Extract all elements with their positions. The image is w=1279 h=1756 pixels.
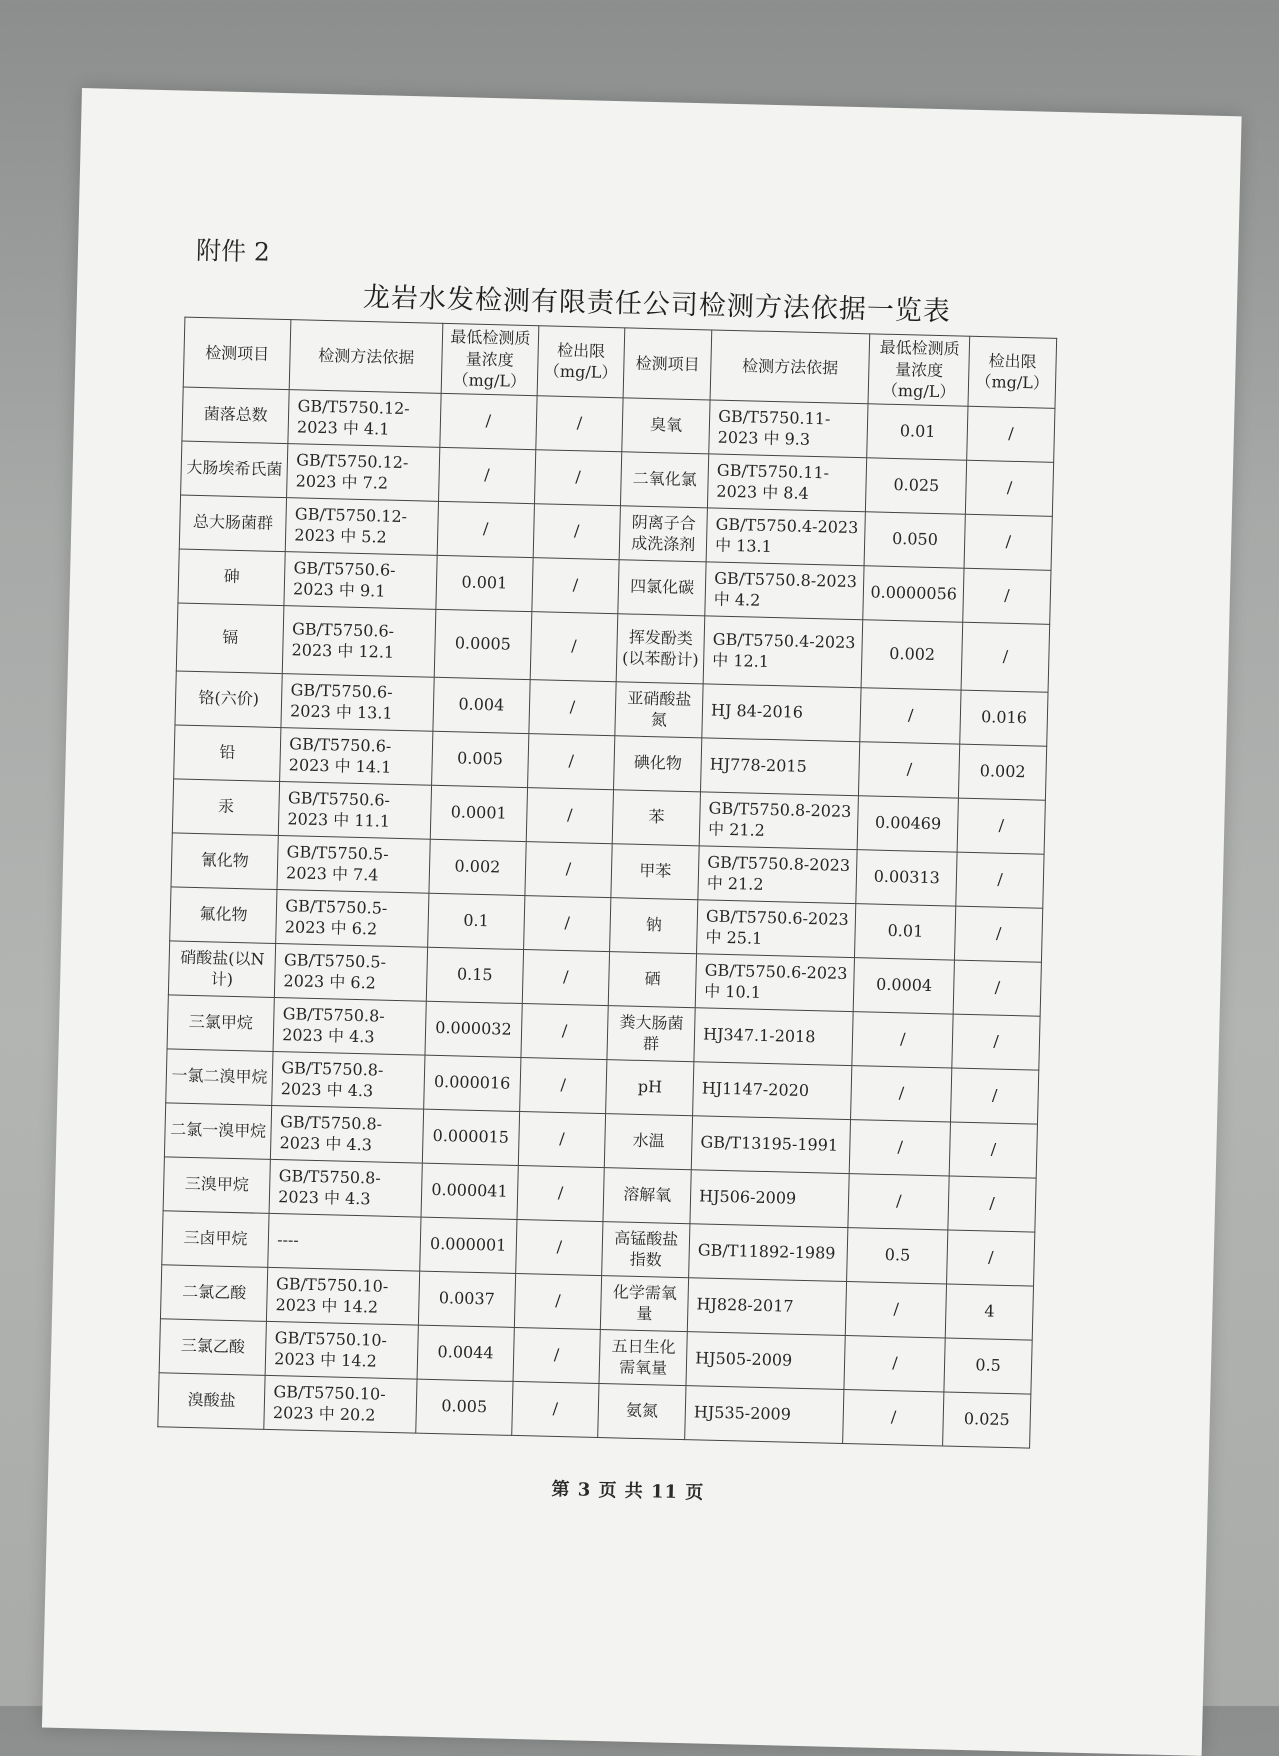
- table-cell: HJ 84-2016: [702, 684, 862, 742]
- table-cell: 溴酸盐: [158, 1373, 266, 1430]
- document-title: 龙岩水发检测有限责任公司检测方法依据一览表: [362, 281, 952, 328]
- table-cell: /: [859, 741, 960, 797]
- table-cell: 0.01: [855, 903, 956, 959]
- table-cell: GB/T5750.10-2023 中 20.2: [264, 1375, 417, 1433]
- attachment-label: 附件 2: [195, 235, 271, 267]
- table-cell: /: [848, 1173, 949, 1229]
- table-cell: /: [534, 449, 622, 505]
- table-cell: 0.002: [429, 839, 526, 895]
- table-cell: GB/T11892-1989: [689, 1223, 849, 1281]
- table-cell: 0.050: [864, 512, 965, 568]
- table-cell: GB/T5750.4-2023 中 13.1: [706, 508, 866, 566]
- table-cell: 总大肠菌群: [179, 495, 287, 552]
- table-cell: 硝酸盐(以N计): [168, 941, 276, 998]
- table-cell: HJ506-2009: [690, 1169, 850, 1227]
- table-cell: 0.0001: [430, 785, 527, 841]
- method-table: [157, 317, 1057, 1449]
- table-cell: GB/T5750.6-2023 中 14.1: [280, 727, 433, 785]
- table-cell: 大肠埃希氏菌: [181, 441, 289, 498]
- table-cell: GB/T5750.12-2023 中 7.2: [287, 443, 440, 501]
- table-cell: GB/T5750.5-2023 中 6.2: [276, 889, 429, 947]
- table-cell: 0.00313: [856, 849, 957, 905]
- table-cell: GB/T5750.8-2023 中 21.2: [698, 846, 858, 904]
- table-cell: /: [951, 1068, 1039, 1124]
- table-cell: /: [517, 1165, 605, 1221]
- table-cell: /: [947, 1230, 1035, 1286]
- table-cell: HJ1147-2020: [693, 1062, 853, 1120]
- table-cell: 0.5: [944, 1338, 1032, 1394]
- table-cell: GB/T5750.8-2023 中 4.3: [269, 1159, 422, 1217]
- table-cell: /: [948, 1176, 1036, 1232]
- table-cell: 0.000041: [421, 1163, 518, 1219]
- table-cell: /: [518, 1111, 606, 1167]
- table-cell: 一氯二溴甲烷: [166, 1049, 274, 1106]
- table-cell: GB/T5750.11-2023 中 9.3: [709, 400, 869, 458]
- table-cell: 粪大肠菌群: [607, 1005, 695, 1061]
- table-cell: GB/T5750.8-2023 中 4.3: [272, 1051, 425, 1109]
- table-cell: 4: [945, 1284, 1033, 1340]
- table-cell: GB/T5750.5-2023 中 6.2: [275, 943, 428, 1001]
- table-cell: 硒: [609, 951, 697, 1007]
- table-cell: 0.001: [436, 555, 533, 611]
- table-cell: 化学需氧量: [601, 1275, 689, 1331]
- table-cell: 0.025: [866, 458, 967, 514]
- header-cell: 检出限（mg/L）: [968, 336, 1056, 408]
- table-cell: /: [523, 895, 611, 951]
- table-cell: GB/T5750.6-2023 中 10.1: [695, 954, 855, 1012]
- table-cell: 0.002: [862, 620, 963, 690]
- table-cell: 苯: [613, 789, 701, 845]
- table-cell: GB/T5750.6-2023 中 13.1: [281, 673, 434, 731]
- header-cell: 检测项目: [623, 328, 711, 400]
- table-cell: GB/T5750.6-2023 中 9.1: [284, 551, 437, 609]
- table-cell: /: [957, 798, 1045, 854]
- table-cell: GB/T5750.6-2023 中 11.1: [279, 781, 432, 839]
- table-cell: 水温: [605, 1113, 693, 1169]
- header-cell: 检测项目: [183, 317, 291, 389]
- table-cell: 铅: [174, 725, 282, 782]
- table-cell: 三氯甲烷: [167, 995, 275, 1052]
- table-cell: 碘化物: [614, 736, 702, 792]
- table-cell: 高锰酸盐指数: [602, 1221, 690, 1277]
- table-cell: 甲苯: [611, 843, 699, 899]
- table-cell: /: [860, 688, 961, 744]
- table-cell: /: [844, 1335, 945, 1391]
- table-cell: GB/T5750.12-2023 中 5.2: [286, 497, 439, 555]
- table-cell: /: [524, 841, 612, 897]
- table-cell: 0.0044: [417, 1325, 514, 1381]
- table-body: [158, 387, 1055, 1448]
- table-cell: 0.016: [960, 690, 1048, 746]
- table-cell: /: [966, 460, 1054, 516]
- table-cell: 四氯化碳: [618, 560, 706, 616]
- table-cell: /: [955, 906, 1043, 962]
- table-cell: GB/T5750.6-2023 中 12.1: [283, 605, 436, 677]
- table-cell: 氰化物: [171, 833, 279, 890]
- table-cell: /: [437, 501, 534, 557]
- table-cell: 0.5: [847, 1227, 948, 1283]
- table-cell: 三氯乙酸: [159, 1319, 267, 1376]
- table-cell: 阴离子合成洗涤剂: [619, 506, 707, 562]
- table-cell: 挥发酚类(以苯酚计): [616, 614, 704, 684]
- table-cell: 二氧化氯: [621, 452, 709, 508]
- table-cell: 臭氧: [622, 398, 710, 454]
- table-cell: 0.0000056: [863, 566, 964, 622]
- table-cell: 0.01: [867, 404, 968, 460]
- page-number: 第 3 页 共 11 页: [551, 1478, 705, 1504]
- table-cell: 三溴甲烷: [163, 1157, 271, 1214]
- table-cell: 0.15: [426, 947, 523, 1003]
- table-cell: 二氯乙酸: [160, 1265, 268, 1322]
- table-cell: 0.000015: [422, 1109, 519, 1165]
- table-cell: /: [964, 514, 1052, 570]
- table-cell: /: [953, 960, 1041, 1016]
- table-cell: 五日生化需氧量: [599, 1329, 687, 1385]
- table-cell: 钠: [610, 897, 698, 953]
- table-cell: /: [535, 395, 623, 451]
- table-cell: /: [531, 557, 619, 613]
- table-cell: /: [949, 1122, 1037, 1178]
- table-cell: /: [851, 1065, 952, 1121]
- table-cell: /: [515, 1219, 603, 1275]
- table-cell: 0.0005: [434, 609, 531, 679]
- table-cell: 0.005: [432, 731, 529, 787]
- table-cell: /: [526, 787, 614, 843]
- table-cell: /: [519, 1057, 607, 1113]
- table-cell: GB/T5750.6-2023 中 25.1: [697, 900, 857, 958]
- table-cell: 氨氮: [598, 1383, 686, 1439]
- table-cell: 二氯一溴甲烷: [164, 1103, 272, 1160]
- table-cell: HJ828-2017: [687, 1277, 847, 1335]
- table-cell: /: [527, 733, 615, 789]
- table-cell: 三卤甲烷: [162, 1211, 270, 1268]
- table-cell: 0.000016: [424, 1055, 521, 1111]
- table-cell: 0.002: [959, 744, 1047, 800]
- table-cell: HJ535-2009: [685, 1385, 845, 1443]
- table-cell: 0.00469: [858, 795, 959, 851]
- table-cell: 0.0037: [418, 1271, 515, 1327]
- table-cell: /: [846, 1281, 947, 1337]
- table-cell: /: [952, 1014, 1040, 1070]
- table-cell: /: [956, 852, 1044, 908]
- table-cell: 0.000032: [425, 1001, 522, 1057]
- table-cell: GB/T5750.5-2023 中 7.4: [277, 835, 430, 893]
- table-cell: GB/T5750.8-2023 中 4.2: [705, 562, 865, 620]
- table-cell: 0.1: [428, 893, 525, 949]
- table-cell: 氟化物: [170, 887, 278, 944]
- table-cell: 汞: [172, 779, 280, 836]
- table-cell: GB/T5750.8-2023 中 4.3: [271, 1105, 424, 1163]
- table-cell: 0.005: [416, 1379, 513, 1435]
- table-cell: /: [530, 611, 618, 681]
- table-cell: /: [967, 406, 1055, 462]
- table-cell: HJ505-2009: [686, 1331, 846, 1389]
- table-cell: /: [850, 1119, 951, 1175]
- table-cell: /: [514, 1273, 602, 1329]
- table-cell: /: [533, 503, 621, 559]
- table-cell: 亚硝酸盐氮: [615, 682, 703, 738]
- table-cell: GB/T5750.10-2023 中 14.2: [265, 1321, 418, 1379]
- table-cell: 砷: [178, 549, 286, 606]
- header-cell: 最低检测质量浓度（mg/L）: [441, 323, 538, 395]
- table-cell: HJ347.1-2018: [694, 1008, 854, 1066]
- header-cell: 检测方法依据: [710, 330, 870, 404]
- table-cell: 0.004: [433, 677, 530, 733]
- table-cell: GB/T5750.10-2023 中 14.2: [267, 1267, 420, 1325]
- table-cell: GB/T5750.4-2023 中 12.1: [703, 616, 863, 688]
- table-cell: 菌落总数: [182, 387, 290, 444]
- table-cell: /: [440, 393, 537, 449]
- table-cell: GB/T13195-1991: [691, 1116, 851, 1174]
- table-cell: /: [522, 949, 610, 1005]
- table-cell: /: [963, 568, 1051, 624]
- table-cell: /: [511, 1381, 599, 1437]
- header-cell: 检测方法依据: [289, 320, 442, 393]
- document-page: [42, 88, 1242, 1756]
- table-cell: /: [852, 1011, 953, 1067]
- table-cell: /: [843, 1389, 944, 1445]
- table-cell: 0.000001: [420, 1217, 517, 1273]
- header-cell: 最低检测质量浓度（mg/L）: [868, 334, 969, 406]
- table-cell: GB/T5750.12-2023 中 4.1: [288, 389, 441, 447]
- table-cell: 0.0004: [854, 957, 955, 1013]
- table-cell: /: [439, 447, 536, 503]
- table-cell: ----: [268, 1213, 421, 1271]
- table-cell: /: [520, 1003, 608, 1059]
- header-cell: 检出限（mg/L）: [537, 326, 625, 398]
- table-cell: GB/T5750.11-2023 中 8.4: [708, 454, 868, 512]
- table-cell: GB/T5750.8-2023 中 21.2: [699, 792, 859, 850]
- table-cell: pH: [606, 1059, 694, 1115]
- table-cell: 铬(六价): [175, 671, 283, 728]
- table-cell: /: [961, 622, 1049, 692]
- table-cell: HJ778-2015: [701, 738, 861, 796]
- table-cell: /: [528, 679, 616, 735]
- table-cell: 镉: [176, 603, 284, 674]
- table-cell: GB/T5750.8-2023 中 4.3: [273, 997, 426, 1055]
- table-cell: /: [513, 1327, 601, 1383]
- table-cell: 溶解氧: [603, 1167, 691, 1223]
- table-cell: 0.025: [943, 1392, 1031, 1448]
